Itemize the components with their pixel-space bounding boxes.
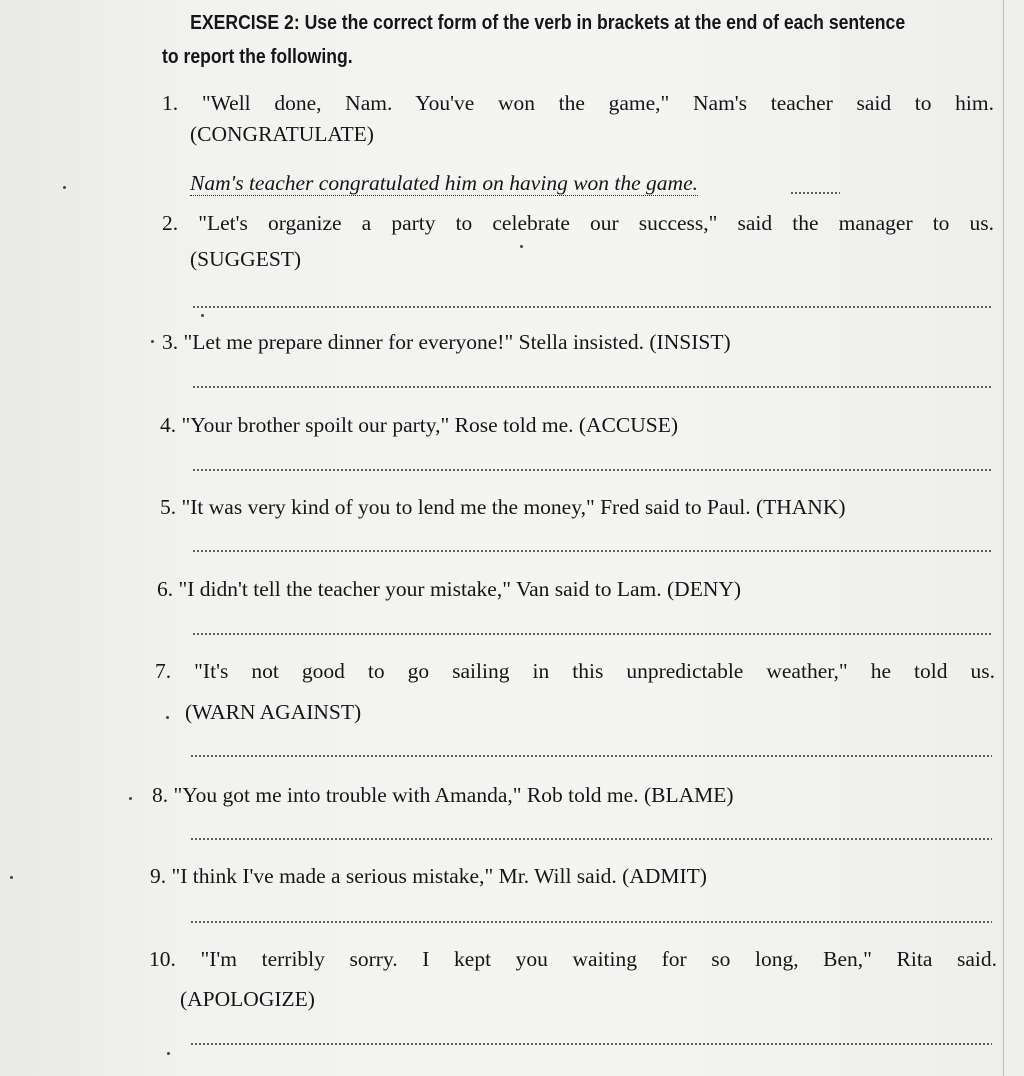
- question-text: "I didn't tell the teacher your mistake," Van said to Lam. (DENY): [178, 577, 742, 601]
- answer-line-2[interactable]: [192, 306, 992, 308]
- question-text: "I think I've made a serious mistake," Mr. Will said. (ADMIT): [171, 864, 707, 888]
- question-text: "It's not good to go sailing in this unpredictable weather," he told us.: [194, 659, 995, 683]
- exercise-heading: [162, 6, 996, 74]
- question-number: 1.: [162, 91, 179, 115]
- question-text: "Your brother spoilt our party," Rose told me. (ACCUSE): [181, 413, 679, 437]
- question-10-cue: (APOLOGIZE): [180, 987, 315, 1011]
- question-8: [152, 780, 734, 810]
- question-text: "Let me prepare dinner for everyone!" Stella insisted. (INSIST): [183, 330, 731, 354]
- question-number: 7.: [155, 659, 172, 683]
- heading-line-2: to report the following.: [162, 46, 353, 68]
- question-number: 3.: [162, 330, 179, 354]
- question-number: 6.: [157, 577, 174, 601]
- question-number: 4.: [160, 413, 177, 437]
- speck: [166, 716, 169, 719]
- speck: [201, 314, 204, 317]
- question-text: "I'm terribly sorry. I kept you waiting for so long, Ben," Rita said.: [200, 947, 997, 971]
- question-number: 5.: [160, 495, 177, 519]
- answer-line-tail: [790, 192, 840, 194]
- question-4: [160, 410, 678, 440]
- question-1: [162, 88, 994, 118]
- question-number: 9.: [150, 864, 167, 888]
- answer-line-5[interactable]: [192, 550, 992, 552]
- example-answer: [190, 168, 698, 198]
- question-text: "You got me into trouble with Amanda," Rob told me. (BLAME): [173, 783, 734, 807]
- example-answer-text: Nam's teacher congratulated him on having won the game.: [190, 171, 698, 195]
- question-6: [157, 574, 741, 604]
- question-3: [162, 327, 731, 357]
- question-number: 8.: [152, 783, 169, 807]
- question-7-cue: (WARN AGAINST): [185, 700, 362, 724]
- question-text: "Well done, Nam. You've won the game," Nam's teacher said to him.: [201, 91, 995, 115]
- question-2-cue: (SUGGEST): [190, 247, 302, 271]
- question-text: "Let's organize a party to celebrate our success," said the manager to us.: [198, 211, 995, 235]
- question-7: [155, 656, 995, 686]
- answer-line-4[interactable]: [192, 469, 992, 471]
- speck: [10, 876, 13, 879]
- speck: [129, 797, 132, 800]
- speck: [167, 1052, 170, 1055]
- question-9: [150, 861, 707, 891]
- page-edge: [1003, 0, 1004, 1076]
- speck: [520, 245, 523, 248]
- speck: [63, 186, 66, 189]
- speck: [151, 340, 154, 343]
- answer-line-10[interactable]: [190, 1043, 992, 1045]
- heading-line-1: EXERCISE 2: Use the correct form of the verb in brackets at the end of each sentence: [190, 12, 906, 34]
- answer-line-7[interactable]: [190, 755, 992, 757]
- question-number: 2.: [162, 211, 179, 235]
- question-10: [149, 944, 997, 974]
- question-text: "It was very kind of you to lend me the money," Fred said to Paul. (THANK): [181, 495, 846, 519]
- answer-line-8[interactable]: [190, 838, 992, 840]
- answer-line-6[interactable]: [192, 633, 992, 635]
- question-2: [162, 208, 994, 238]
- answer-line-9[interactable]: [190, 921, 992, 923]
- question-5: [160, 492, 846, 522]
- answer-line-3[interactable]: [192, 386, 992, 388]
- question-number: 10.: [149, 947, 176, 971]
- question-1-cue: (CONGRATULATE): [190, 122, 374, 146]
